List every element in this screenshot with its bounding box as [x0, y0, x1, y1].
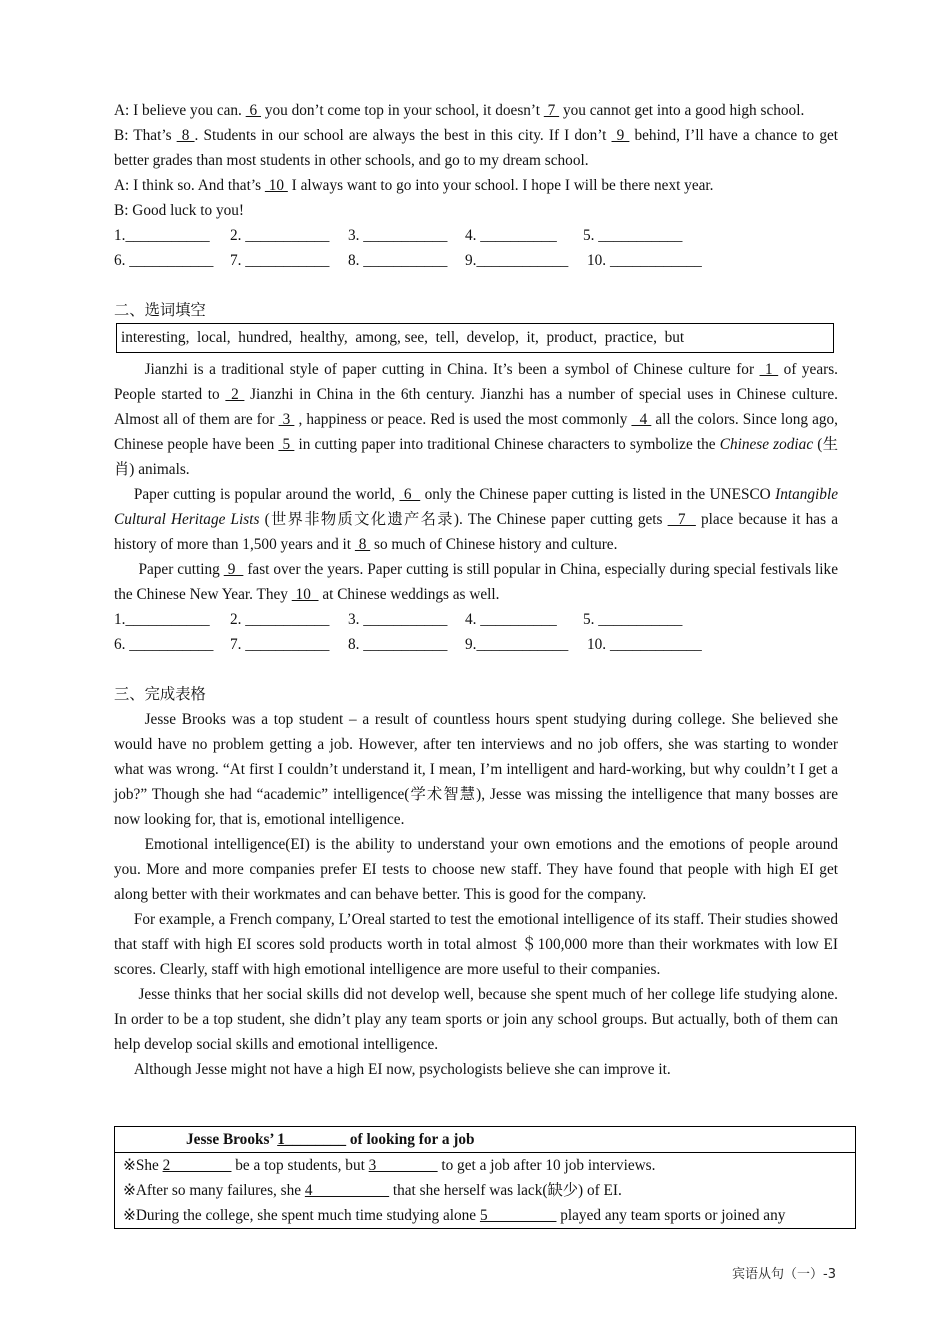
answer-slot[interactable]: 3. ___________	[348, 227, 448, 244]
section-2-title: 二、选词填空	[114, 302, 206, 319]
section-3-paragraph-1: Jesse Brooks was a top student – a result of countless hours spent studying during college. She believed she would have no problem getting a job. However, after ten interviews and no job offers, she was starting to wonder what was wrong. “At first I couldn’t understand it, I mean, I’m intelligent and hard-working, but why couldn’t I get a job?” Though she had “academic” intelligence(学术智慧), Jesse was missing the intelligence that many bosses are now looking for, that is, emotional intelligence.	[114, 711, 838, 828]
table-line: ※After so many failures, she 4__________ that she herself was lack(缺少) of EI.	[123, 1182, 622, 1199]
blank-7: 7	[543, 102, 560, 119]
dialogue-line-4: B: Good luck to you!	[114, 202, 245, 219]
answer-slot[interactable]: 9.____________	[465, 252, 569, 269]
answer-slot[interactable]: 3. ___________	[348, 611, 448, 628]
section-3-paragraph-4: Jesse thinks that her social skills did not develop well, because she spent much of her college life studying alone. In order to be a top student, she didn’t play any team sports or join any school groups. But actually, both of them can help develop social skills and emotional intelligence.	[114, 986, 838, 1053]
answer-row-4	[114, 632, 838, 657]
answer-slot[interactable]: 4. __________	[465, 227, 557, 244]
table-line: ※She 2________ be a top students, but 3________ to get a job after 10 job interviews.	[123, 1157, 656, 1174]
blank-8: 8	[176, 127, 195, 144]
section-3-paragraph-3: For example, a French company, L’Oreal started to test the emotional intelligence of its staff. Their studies showed that staff with high EI scores sold products worth in total almost ＄100,000 more than their workmates with low EI scores. Clearly, staff with high emotional intelligence are more useful to their companies.	[114, 911, 838, 978]
section-3-paragraph-2: Emotional intelligence(EI) is the ability to understand your own emotions and the emotions of people around you. More and more companies prefer EI tests to choose new staff. They have found that people with high EI get along better with their workmates and can behave better. This is good for the company.	[114, 836, 838, 903]
section-2-paragraph-1: Jianzhi is a traditional style of paper cutting in China. It’s been a symbol of Chinese culture for 1 of years. People started to 2 Jianzhi in China in the 6th century. Jianzhi has a number of special uses in Chinese culture. Almost all of them are for 3 , happiness or peace. Red is used the most commonly 4 all the colors. Since long ago, Chinese people have been 5 in cutting paper into traditional Chinese characters to symbolize the Chinese zodiac (生肖) animals.	[114, 361, 839, 478]
dialogue-line-3: A: I think so. And that’s 10 I always want to go into your school. I hope I will be there next year.	[114, 177, 714, 194]
section-3-title: 三、完成表格	[114, 686, 206, 703]
section-3-paragraph-5: Although Jesse might not have a high EI now, psychologists believe she can improve it.	[133, 1061, 671, 1078]
table-row	[115, 1127, 856, 1153]
answer-slot[interactable]: 7. ___________	[230, 636, 330, 653]
answer-slot[interactable]: 10. ____________	[587, 636, 702, 653]
section-2-paragraph-2: Paper cutting is popular around the world, 6 only the Chinese paper cutting is listed in the UNESCO Intangible Cultural Heritage Lists (世界非物质文化遗产名录). The Chinese paper cutting gets 7 place because it has a history of more than 1,500 years and it 8 so much of Chinese history and culture.	[114, 486, 838, 553]
answer-slot[interactable]: 1.___________	[114, 227, 210, 244]
answer-slot[interactable]: 8. ___________	[348, 252, 448, 269]
answer-slot[interactable]: 1.___________	[114, 611, 210, 628]
blank-9: 9	[611, 127, 630, 144]
answer-slot[interactable]: 7. ___________	[230, 252, 330, 269]
answer-slot[interactable]: 9.____________	[465, 636, 569, 653]
blank-10: 10	[264, 177, 288, 194]
answer-slot[interactable]: 4. __________	[465, 611, 557, 628]
answer-slot[interactable]: 10. ____________	[587, 252, 702, 269]
section-2-paragraph-3: Paper cutting 9 fast over the years. Paper cutting is still popular in China, especially during special festivals like the Chinese New Year. They 10 at Chinese weddings as well.	[114, 561, 838, 603]
dialogue-line-2: B: That’s 8 . Students in our school are always the best in this city. If I don’t 9 behind, I’ll have a chance to get better grades than most students in other schools, and go to my dream school.	[114, 127, 839, 169]
summary-table	[114, 1126, 856, 1229]
answer-slot[interactable]: 2. ___________	[230, 227, 330, 244]
table-cell	[115, 1153, 856, 1229]
dialogue-line-1: A: I believe you can. 6 you don’t come top in your school, it doesn’t 7 you cannot get into a good high school.	[114, 102, 805, 119]
answer-row-1	[114, 223, 838, 248]
table-row	[115, 1153, 856, 1229]
answer-row-2	[114, 248, 838, 273]
table-line: ※During the college, she spent much time studying alone 5_________ played any team sports or joined any	[123, 1207, 786, 1224]
answer-slot[interactable]: 2. ___________	[230, 611, 330, 628]
blank-6: 6	[245, 102, 261, 119]
answer-slot[interactable]: 6. ___________	[114, 252, 214, 269]
answer-slot[interactable]: 8. ___________	[348, 636, 448, 653]
word-bank-box: interesting, local, hundred, healthy, among, see, tell, develop, it, product, practice, but	[116, 323, 834, 353]
answer-slot[interactable]: 6. ___________	[114, 636, 214, 653]
answer-slot[interactable]: 5. ___________	[583, 611, 683, 628]
table-header-cell: Jesse Brooks’ 1________ of looking for a job	[115, 1127, 856, 1153]
document-page	[114, 98, 838, 1082]
answer-slot[interactable]: 5. ___________	[583, 227, 683, 244]
answer-row-3	[114, 607, 838, 632]
page-footer: 宾语从句（一）-3	[732, 1267, 836, 1282]
